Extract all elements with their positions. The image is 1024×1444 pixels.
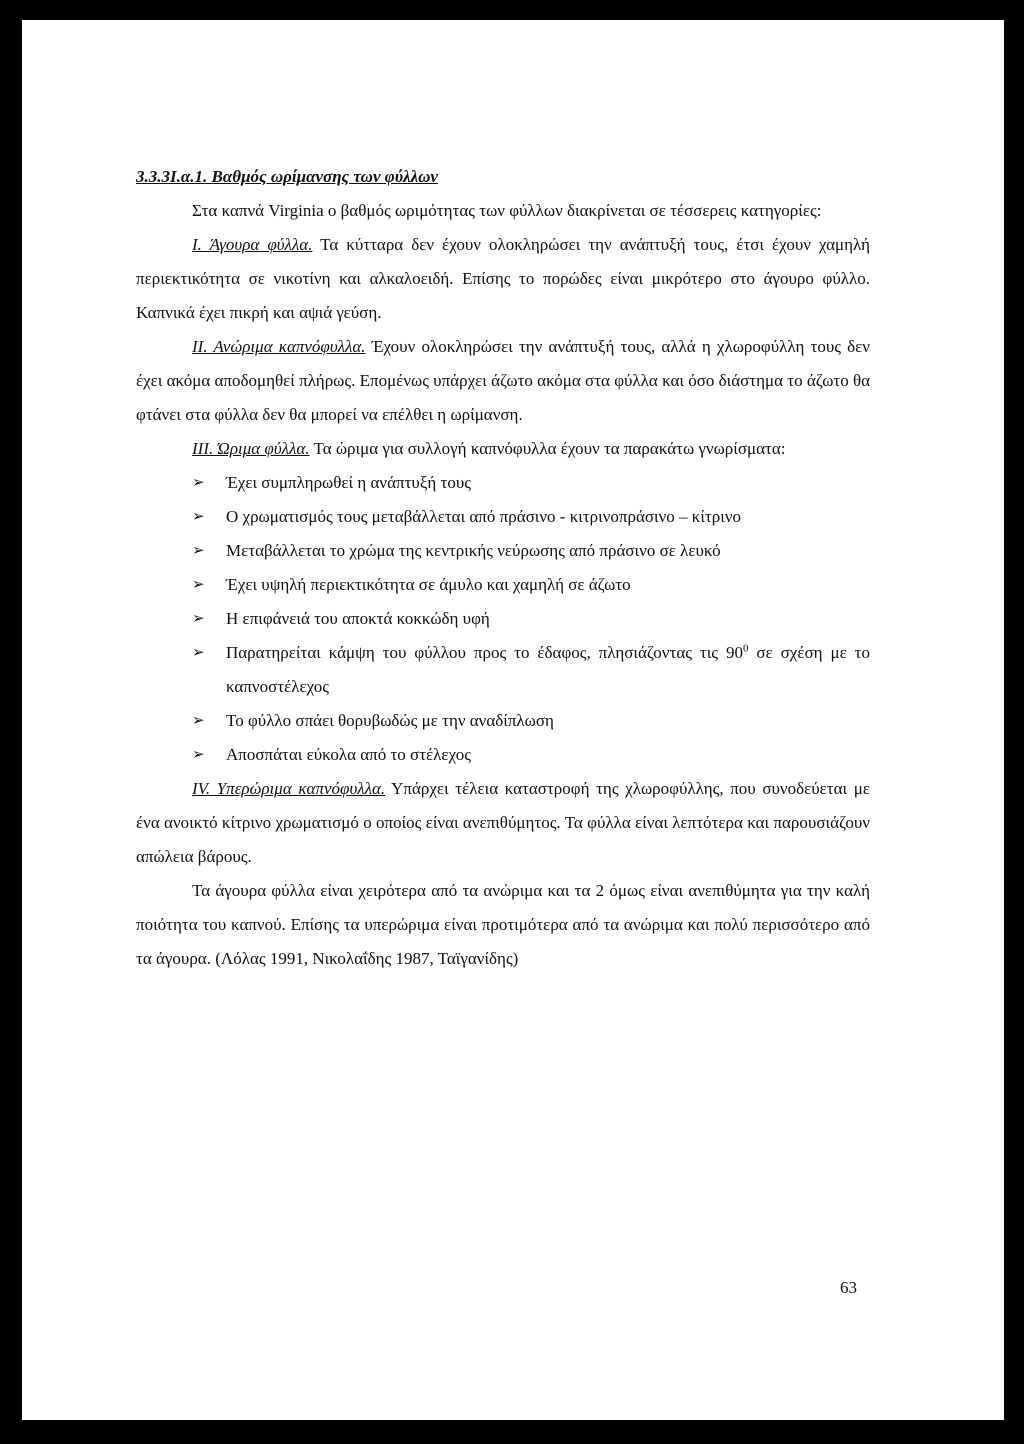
category-immature	[136, 330, 870, 432]
list-item-text: Έχει συμπληρωθεί η ανάπτυξή τους	[226, 473, 472, 492]
list-item	[192, 636, 870, 704]
list-item	[192, 466, 870, 500]
list-item	[192, 738, 870, 772]
page-content	[136, 160, 870, 976]
list-item-text: Ο χρωματισμός τους μεταβάλλεται από πράσινο - κιτρινοπράσινο – κίτρινο	[226, 507, 742, 526]
list-item	[192, 568, 870, 602]
conclusion-paragraph: Τα άγουρα φύλλα είναι χειρότερα από τα ανώριμα και τα 2 όμως είναι ανεπιθύμητα για την καλή ποιότητα του καπνού. Επίσης τα υπερώριμα είναι προτιμότερα από τα ανώριμα και πολύ περισσότερο από τα άγουρα. (Λόλας 1991, Νικολαΐδης 1987, Ταϊγανίδης)	[136, 881, 870, 968]
arrow-bullet-icon: ➢	[192, 611, 205, 627]
list-item-text-tail: σε σχέση με το καπνοστέλεχος	[226, 643, 870, 696]
category-lead: ΙΙΙ. Ώριμα φύλλα.	[192, 439, 310, 458]
arrow-bullet-icon: ➢	[192, 543, 205, 559]
arrow-bullet-icon: ➢	[192, 645, 205, 661]
category-text: Τα ώριμα για συλλογή καπνόφυλλα έχουν τα παρακάτω γνωρίσματα:	[309, 439, 786, 458]
category-text: Έχουν ολοκληρώσει την ανάπτυξή τους, αλλά η χλωροφύλλη τους δεν έχει ακόμα αποδομηθεί πλήρως. Επομένως υπάρχει άζωτο ακόμα στα φύλλα και όσο διάστημα το άζωτο θα φτάνει στα φύλλα δεν θα μπορεί να επέλθει η ωρίμανση.	[136, 337, 871, 424]
arrow-bullet-icon: ➢	[192, 577, 205, 593]
list-item-text: Μεταβάλλεται το χρώμα της κεντρικής νεύρωσης από πράσινο σε λευκό	[226, 541, 721, 560]
list-item	[192, 500, 870, 534]
page-number: 63	[840, 1278, 857, 1297]
arrow-bullet-icon: ➢	[192, 509, 205, 525]
category-lead: ΙΙ. Ανώριμα καπνόφυλλα.	[192, 337, 366, 356]
category-text: Υπάρχει τέλεια καταστροφή της χλωροφύλλης, που συνοδεύεται με ένα ανοικτό κίτρινο χρωματισμό ο οποίος είναι ανεπιθύμητος. Τα φύλλα είναι λεπτότερα και παρουσιάζουν απώλεια βάρους.	[136, 779, 870, 866]
category-ripe	[136, 432, 870, 466]
ripe-features-list	[136, 466, 870, 772]
degree-superscript: 0	[742, 642, 749, 655]
list-item-text: Παρατηρείται κάμψη του φύλλου προς το έδαφος, πλησιάζοντας τις 90	[226, 643, 743, 662]
list-item-text: Αποσπάται εύκολα από το στέλεχος	[226, 745, 471, 764]
section-heading: 3.3.3Ι.α.1. Βαθμός ωρίμανσης των φύλλων	[136, 167, 438, 186]
list-item-text: Έχει υψηλή περιεκτικότητα σε άμυλο και χαμηλή σε άζωτο	[226, 575, 631, 594]
list-item	[192, 534, 870, 568]
list-item	[192, 602, 870, 636]
category-lead: ΙV. Υπερώριμα καπνόφυλλα.	[192, 779, 386, 798]
list-item-text: Το φύλλο σπάει θορυβωδώς με την αναδίπλωση	[226, 711, 554, 730]
arrow-bullet-icon: ➢	[192, 713, 205, 729]
arrow-bullet-icon: ➢	[192, 747, 205, 763]
intro-paragraph: Στα καπνά Virginia ο βαθμός ωριμότητας των φύλλων διακρίνεται σε τέσσερεις κατηγορίες:	[192, 201, 822, 220]
category-lead: Ι. Άγουρα φύλλα.	[192, 235, 313, 254]
category-unripe	[136, 228, 870, 330]
document-page	[22, 20, 1004, 1420]
list-item-text: Η επιφάνειά του αποκτά κοκκώδη υφή	[226, 609, 490, 628]
category-overripe	[136, 772, 870, 874]
list-item	[192, 704, 870, 738]
category-text: Τα κύτταρα δεν έχουν ολοκληρώσει την ανάπτυξή τους, έτσι έχουν χαμηλή περιεκτικότητα σε νικοτίνη και αλκαλοειδή. Επίσης το πορώδες είναι μικρότερο στο άγουρο φύλλο. Καπνικά έχει πικρή και αψιά γεύση.	[136, 235, 870, 322]
arrow-bullet-icon: ➢	[192, 475, 205, 491]
